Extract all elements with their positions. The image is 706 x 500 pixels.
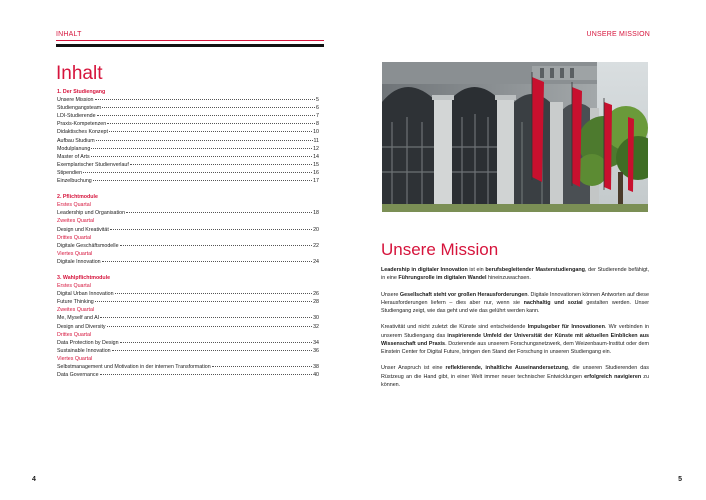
- emphasis-text: erfolgreich navigieren: [584, 373, 642, 380]
- body-text: , der Studierende befähigt, in eine: [381, 267, 650, 282]
- toc-leader-dots: [107, 326, 313, 327]
- running-head-right: UNSERE MISSION: [586, 31, 650, 38]
- toc-leader-dots: [120, 342, 313, 343]
- toc-entry-page: 34: [313, 339, 319, 346]
- toc-title: Inhalt: [56, 63, 103, 84]
- toc-entry-page: 30: [313, 315, 319, 322]
- body-text: Unsere: [381, 291, 400, 298]
- toc-entry-label: Data Governance: [57, 372, 99, 379]
- toc-leader-dots: [109, 131, 312, 132]
- toc-subheading: Erstes Quartal: [57, 283, 91, 290]
- emphasis-text: nachhaltig und sozial: [523, 299, 583, 306]
- toc-leader-dots: [107, 123, 315, 124]
- toc-entry[interactable]: [57, 258, 319, 266]
- running-head-left: INHALT: [56, 31, 82, 38]
- body-text: gestalten werden. Unser Studiengang zeigt, wie das geht und wie das gelührt werden kann.: [381, 299, 650, 314]
- toc-entry[interactable]: [57, 347, 319, 355]
- toc-entry-label: Master of Arts: [57, 153, 90, 160]
- toc-leader-dots: [100, 317, 312, 318]
- toc-entry-page: 28: [313, 299, 319, 306]
- toc-entry-label: Didaktisches Konzept: [57, 129, 108, 136]
- toc-leader-dots: [120, 245, 313, 246]
- body-text: . Dozierende aus unserem Forschungsnetzwerk, dem Weizenbaum-Institut oder dem Einstein Center for Digital Future, bringen den Stand der Forschung in unseren Studiengang ein.: [381, 340, 649, 355]
- toc-entry-label: Digitale Geschäftsmodelle: [57, 242, 119, 249]
- table-of-contents: [57, 88, 319, 387]
- toc-leader-dots: [212, 366, 312, 367]
- toc-entry[interactable]: [57, 290, 319, 298]
- toc-entry-page: 22: [313, 242, 319, 249]
- body-text: ist ein: [467, 267, 486, 273]
- mission-body: [381, 266, 649, 397]
- toc-entry-label: Sustainable Innovation: [57, 347, 111, 354]
- emphasis-text: Führungsrolle im digitalen Wandel: [398, 275, 487, 282]
- toc-entry-label: Design und Kreativität: [57, 226, 109, 233]
- toc-entry-label: Selbstmanagement und Motivation in der internen Transformation: [57, 364, 211, 370]
- toc-section-heading: 2. Pflichtmodule: [57, 194, 98, 201]
- toc-entry[interactable]: [57, 153, 319, 161]
- body-text: hineinzuwachsen.: [486, 275, 531, 282]
- toc-entry-page: 15: [313, 161, 319, 168]
- toc-entry[interactable]: [57, 145, 319, 153]
- toc-entry-page: 32: [313, 323, 319, 330]
- toc-entry-page: 36: [313, 347, 319, 354]
- toc-entry-page: 24: [313, 258, 319, 265]
- toc-entry[interactable]: [57, 339, 319, 347]
- toc-leader-dots: [95, 99, 316, 100]
- mission-paragraph: [381, 266, 649, 282]
- emphasis-text: Leadership in digitaler Innovation: [381, 267, 468, 273]
- toc-entry-page: 14: [313, 153, 319, 160]
- header-rule-thick: [56, 44, 324, 47]
- toc-entry-page: 8: [316, 121, 319, 128]
- toc-entry[interactable]: [57, 298, 319, 306]
- toc-leader-dots: [100, 374, 313, 375]
- toc-entry[interactable]: [57, 161, 319, 169]
- toc-entry-page: 38: [313, 364, 319, 370]
- toc-entry-page: 12: [313, 145, 319, 152]
- emphasis-text: reflektierende, inhaltliche Auseinandersetzung: [445, 365, 568, 372]
- emphasis-text: Gesellschaft steht vor großen Herausforderungen: [399, 291, 528, 298]
- toc-entry[interactable]: [57, 104, 319, 112]
- toc-leader-dots: [96, 140, 313, 141]
- toc-entry-page: 10: [313, 129, 319, 136]
- toc-entry-page: 20: [313, 226, 319, 233]
- building-photo: [382, 62, 648, 212]
- mission-paragraph: [381, 364, 649, 389]
- toc-leader-dots: [110, 229, 312, 230]
- toc-leader-dots: [130, 164, 312, 165]
- toc-section-heading: 3. Wahlpflichtmodule: [57, 274, 111, 281]
- toc-leader-dots: [126, 212, 312, 213]
- toc-subheading: Drittes Quartal: [57, 331, 92, 338]
- mission-paragraph: [381, 291, 649, 316]
- toc-entry-page: 16: [313, 169, 319, 176]
- body-text: . Digitale Innovationen können Antworten auf diese Herausforderungen liefern – dies aber nur, wenn sie: [381, 291, 649, 306]
- toc-leader-dots: [115, 293, 313, 294]
- toc-entry[interactable]: [57, 226, 319, 234]
- toc-leader-dots: [91, 148, 312, 149]
- toc-entry-label: Aufbau Studium: [57, 137, 95, 144]
- building-photo-image: [382, 62, 648, 212]
- toc-section: [57, 193, 319, 266]
- toc-entry-page: 5: [316, 97, 319, 104]
- toc-entry[interactable]: [57, 112, 319, 120]
- body-text: . Wir verbinden in unserem Studiengang das: [381, 324, 650, 339]
- toc-section-heading: 1. Der Studiengang: [57, 89, 106, 95]
- right-page: [353, 0, 706, 500]
- toc-entry-page: 11: [313, 137, 319, 144]
- toc-entry[interactable]: [57, 169, 319, 177]
- toc-subheading: Zweites Quartal: [57, 307, 95, 314]
- toc-subheading: Erstes Quartal: [57, 202, 91, 209]
- toc-entry[interactable]: [57, 96, 319, 104]
- toc-leader-dots: [83, 172, 312, 173]
- body-text: Unser Anspruch ist eine: [381, 365, 446, 372]
- toc-entry[interactable]: [57, 371, 319, 379]
- toc-entry-label: Studiengangsteam: [57, 105, 102, 112]
- toc-subheading: Drittes Quartal: [57, 234, 92, 241]
- toc-entry-page: 7: [316, 113, 319, 120]
- toc-entry[interactable]: [57, 314, 319, 322]
- toc-leader-dots: [102, 261, 313, 262]
- toc-entry-label: Modulplanung: [57, 145, 91, 152]
- toc-entry-label: Future Thinking: [57, 299, 94, 306]
- mission-paragraph: [381, 323, 649, 356]
- toc-entry-page: 18: [313, 210, 319, 217]
- toc-leader-dots: [91, 156, 312, 157]
- toc-entry[interactable]: [57, 363, 319, 371]
- toc-entry-label: Design and Diversity: [57, 323, 106, 330]
- toc-entry-label: Digital Urban Innovation: [57, 291, 114, 298]
- emphasis-text: berufsbegleitender Masterstudiengang: [485, 267, 585, 273]
- toc-leader-dots: [97, 115, 315, 116]
- toc-entry[interactable]: [57, 137, 319, 145]
- toc-entry[interactable]: [57, 177, 319, 185]
- toc-entry-label: Data Protection by Design: [57, 339, 119, 346]
- body-text: zu können.: [381, 373, 649, 388]
- toc-entry-label: Exemplarischer Studienverlauf: [57, 161, 129, 168]
- toc-subheading: Zweites Quartal: [57, 218, 95, 225]
- toc-entry-label: LDI-Studierende: [57, 113, 96, 120]
- toc-entry-label: Einzelbuchung: [57, 178, 92, 185]
- toc-entry[interactable]: [57, 323, 319, 331]
- toc-entry-label: Stipendien: [57, 169, 83, 176]
- body-text: , die unseren Studierenden das Rüstzeug an die Hand gibt, in einer Welt immer neuer technischer Entwicklungen: [381, 365, 649, 380]
- toc-section: [57, 274, 319, 379]
- toc-entry[interactable]: [57, 209, 319, 217]
- toc-entry-label: Unsere Mission: [57, 97, 94, 104]
- toc-entry[interactable]: [57, 120, 319, 128]
- header-rule-thin: [56, 40, 324, 41]
- page-number-left: 4: [32, 476, 36, 483]
- toc-entry[interactable]: [57, 128, 319, 136]
- toc-subheading: Viertes Quartal: [57, 250, 93, 257]
- emphasis-text: Impulsgeber für Innovationen: [527, 324, 605, 331]
- toc-section: [57, 88, 319, 185]
- toc-leader-dots: [95, 301, 312, 302]
- toc-entry-page: 6: [316, 105, 319, 112]
- toc-leader-dots: [102, 107, 315, 108]
- toc-leader-dots: [93, 180, 312, 181]
- toc-leader-dots: [112, 350, 312, 351]
- toc-entry-label: Me, Myself and AI: [57, 315, 100, 322]
- toc-entry-page: 17: [313, 178, 319, 185]
- body-text: Kreativität und nicht zuletzt die Künste sind entscheidende: [381, 324, 528, 331]
- toc-entry-page: 40: [313, 372, 319, 379]
- toc-entry-page: 26: [313, 291, 319, 298]
- toc-subheading: Viertes Quartal: [57, 355, 93, 362]
- page-number-right: 5: [678, 476, 682, 483]
- toc-entry-label: Leadership und Organisation: [57, 210, 126, 217]
- toc-entry-label: Digitale Innovation: [57, 258, 101, 265]
- toc-entry-label: Praxis-Kompetenzen: [57, 121, 107, 128]
- toc-entry[interactable]: [57, 242, 319, 250]
- mission-title: Unsere Mission: [381, 240, 499, 259]
- emphasis-text: inspirierende Umfeld der Universität der Künste mit aktuellen Einblicken aus Wissenschaft und Praxis: [381, 332, 650, 347]
